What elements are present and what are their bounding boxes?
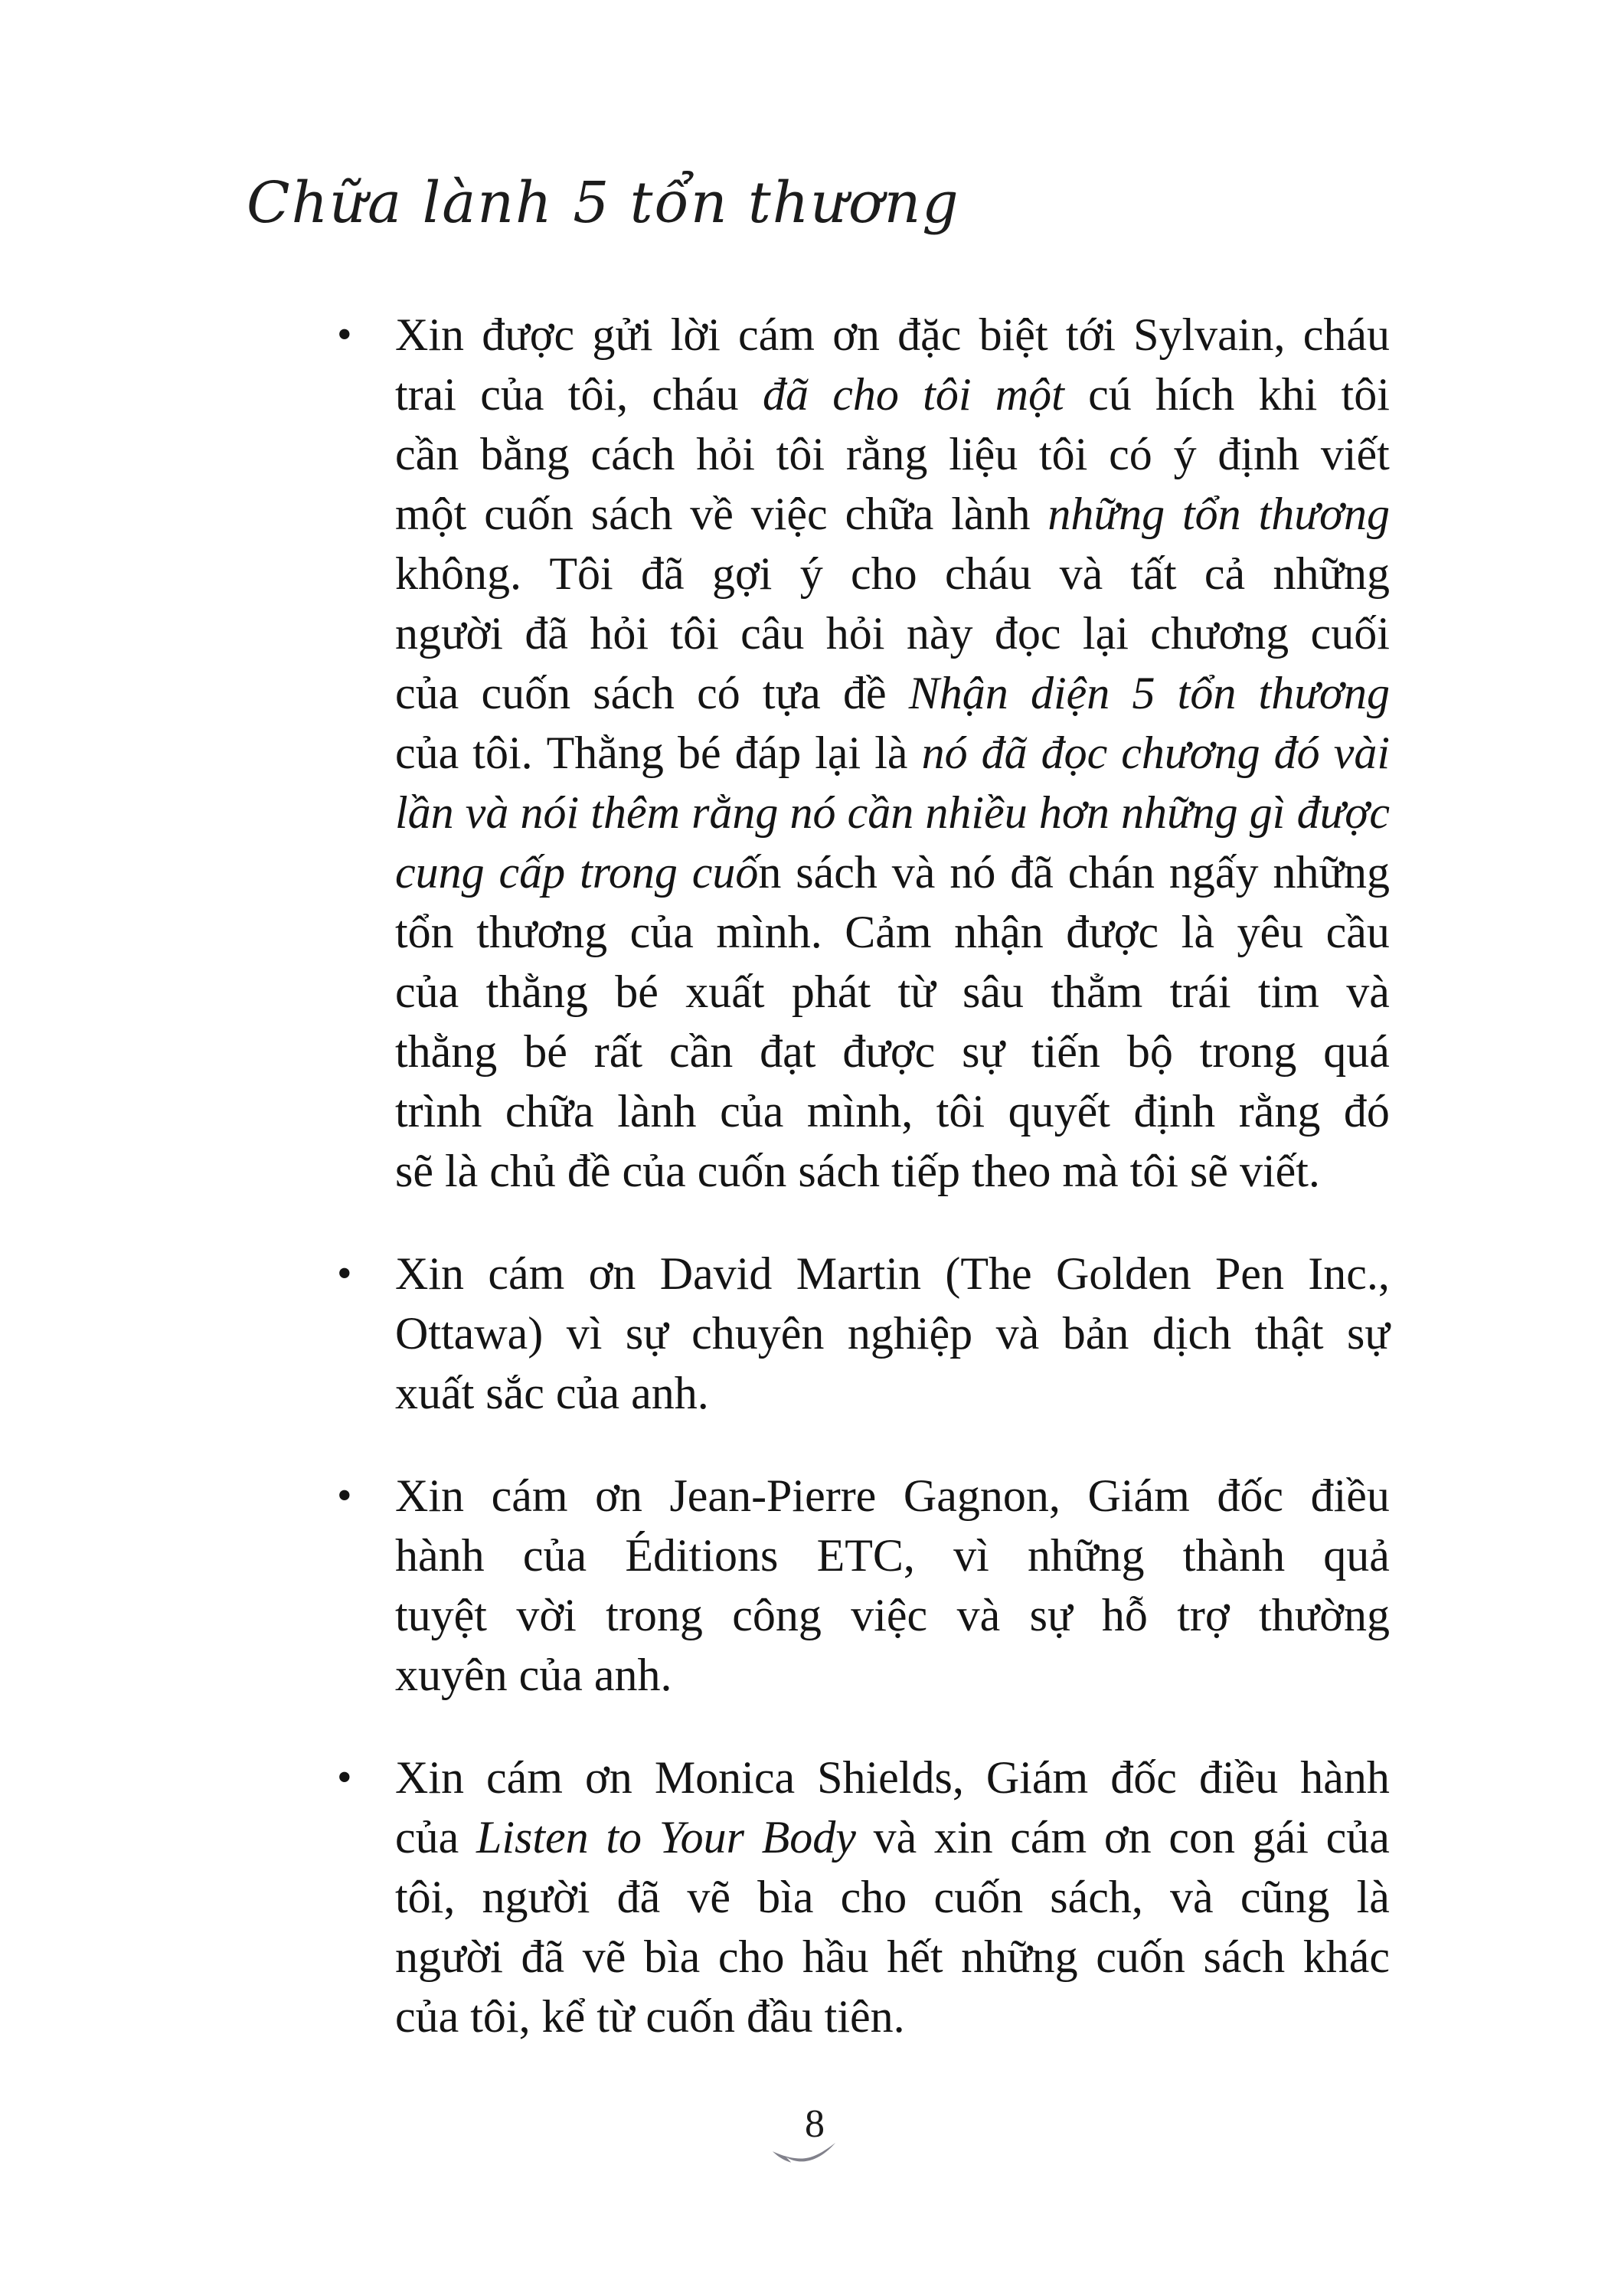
list-item — [337, 1748, 1390, 2046]
text-line: sẽ là chủ đề của cuốn sách tiếp theo mà tôi sẽ viết. — [395, 1146, 1320, 1196]
text-line: hành của Éditions ETC, vì những thành quả — [395, 1530, 1390, 1581]
bullet-marker: • — [337, 1472, 352, 1519]
text-line: Xin được gửi lời cám ơn đặc biệt tới Sylvain, cháu — [395, 309, 1390, 360]
text-line: cung cấp trong cuốn sách và nó đã chán ngấy những — [395, 847, 1390, 898]
text-line: không. Tôi đã gợi ý cho cháu và tất cả những — [395, 548, 1390, 599]
text-line: thằng bé rất cần đạt được sự tiến bộ trong quá — [395, 1026, 1390, 1077]
text-line: Xin cám ơn Monica Shields, Giám đốc điều hành — [395, 1752, 1390, 1803]
text-line: cần bằng cách hỏi tôi rằng liệu tôi có ý định viết — [395, 429, 1390, 479]
text-line: trai của tôi, cháu đã cho tôi một cú hích khi tôi — [395, 369, 1390, 420]
text-line: của thằng bé xuất phát từ sâu thẳm trái tim và — [395, 966, 1390, 1017]
text-line: Xin cám ơn Jean-Pierre Gagnon, Giám đốc điều — [395, 1470, 1390, 1521]
text-line: tuyệt vời trong công việc và sự hỗ trợ thường — [395, 1590, 1390, 1640]
text-line: một cuốn sách về việc chữa lành những tổn thương — [395, 489, 1390, 539]
text-line: Ottawa) vì sự chuyên nghiệp và bản dịch thật sự — [395, 1308, 1390, 1359]
text-line: người đã vẽ bìa cho hầu hết những cuốn sách khác — [395, 1931, 1390, 1982]
text-line: Xin cám ơn David Martin (The Golden Pen Inc., — [395, 1248, 1390, 1299]
text-line: xuyên của anh. — [395, 1650, 672, 1700]
text-line: của cuốn sách có tựa đề Nhận diện 5 tổn thương — [395, 668, 1390, 718]
list-item — [337, 305, 1390, 1201]
page-number: 8 — [805, 2102, 825, 2146]
text-line: của tôi, kể từ cuốn đầu tiên. — [395, 1991, 905, 2042]
text-line: trình chữa lành của mình, tôi quyết định rằng đó — [395, 1086, 1390, 1137]
text-line: lần và nói thêm rằng nó cần nhiều hơn những gì được — [395, 787, 1390, 838]
text-line: của tôi. Thằng bé đáp lại là nó đã đọc chương đó vài — [395, 728, 1390, 778]
text-line: xuất sắc của anh. — [395, 1368, 709, 1418]
list-item — [337, 1244, 1390, 1423]
running-header: Chữa lành 5 tổn thương — [247, 170, 960, 236]
flourish-swoosh-path — [773, 2143, 835, 2163]
text-line: của Listen to Your Body và xin cám ơn con gái của — [395, 1812, 1390, 1863]
list-item — [337, 1466, 1390, 1705]
bullet-marker: • — [337, 1250, 352, 1297]
bullet-marker: • — [337, 1754, 352, 1801]
flourish-swoosh-icon — [772, 2141, 836, 2164]
text-line: tôi, người đã vẽ bìa cho cuốn sách, và cũng là — [395, 1872, 1390, 1922]
page-footer — [0, 2102, 1608, 2164]
acknowledgements-list — [337, 305, 1390, 2089]
bullet-marker: • — [337, 311, 352, 358]
text-line: tổn thương của mình. Cảm nhận được là yêu cầu — [395, 907, 1390, 957]
text-line: người đã hỏi tôi câu hỏi này đọc lại chương cuối — [395, 608, 1390, 659]
